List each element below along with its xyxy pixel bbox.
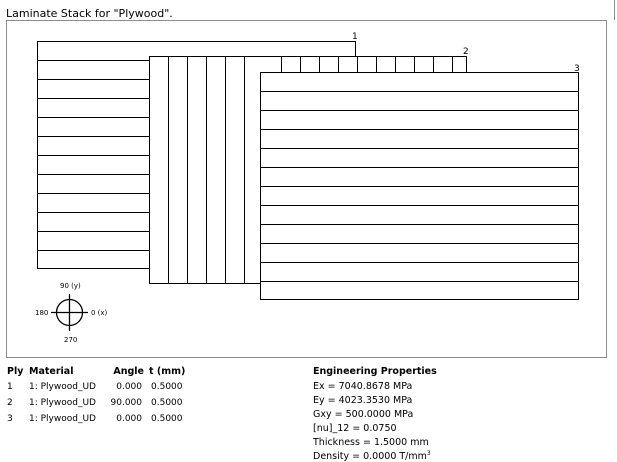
cell-material: 1: Plywood_UD <box>29 382 96 392</box>
cell-ply: 2 <box>7 398 13 408</box>
orientation-compass <box>35 282 108 344</box>
density-value: Density = 0.0000 T/mm <box>313 451 427 462</box>
header-ply: Ply <box>7 366 24 377</box>
orientation-0-label: 0 (x) <box>91 309 108 317</box>
ply-2-label: 2 <box>463 47 469 57</box>
header-thickness: t (mm) <box>149 366 186 377</box>
cell-thickness: 0.5000 <box>151 382 183 392</box>
density-line <box>313 450 431 462</box>
orientation-90-label: 90 (y) <box>60 282 81 290</box>
cell-material: 1: Plywood_UD <box>29 414 96 424</box>
thickness-value: Thickness = 1.5000 mm <box>313 437 429 448</box>
orientation-270-label: 270 <box>64 336 78 344</box>
ply-3-label: 3 <box>574 64 580 74</box>
laminate-title: Laminate Stack for "Plywood". <box>6 7 173 20</box>
header-angle: Angle <box>113 366 144 377</box>
window-border <box>614 0 615 20</box>
orientation-180-label: 180 <box>35 309 49 317</box>
cell-ply: 3 <box>7 414 13 424</box>
cell-angle: 0.000 <box>116 382 142 392</box>
cell-material: 1: Plywood_UD <box>29 398 96 408</box>
cell-ply: 1 <box>7 382 13 392</box>
ex-value: Ex = 7040.8678 MPa <box>313 381 413 392</box>
engineering-properties-title: Engineering Properties <box>313 366 437 377</box>
cell-thickness: 0.5000 <box>151 398 183 408</box>
laminate-stack-panel <box>6 20 607 358</box>
nu12-value: [nu]_12 = 0.0750 <box>313 423 397 434</box>
cell-angle: 0.000 <box>116 414 142 424</box>
gxy-value: Gxy = 500.0000 MPa <box>313 409 414 420</box>
ply-3-block <box>261 73 580 300</box>
ey-value: Ey = 4023.3530 MPa <box>313 395 413 406</box>
cell-angle: 90.000 <box>110 398 142 408</box>
ply-1-label: 1 <box>352 32 358 42</box>
laminate-stack-drawing <box>7 21 608 359</box>
header-material: Material <box>29 366 74 377</box>
cell-thickness: 0.5000 <box>151 414 183 424</box>
density-exponent: 3 <box>426 450 431 457</box>
